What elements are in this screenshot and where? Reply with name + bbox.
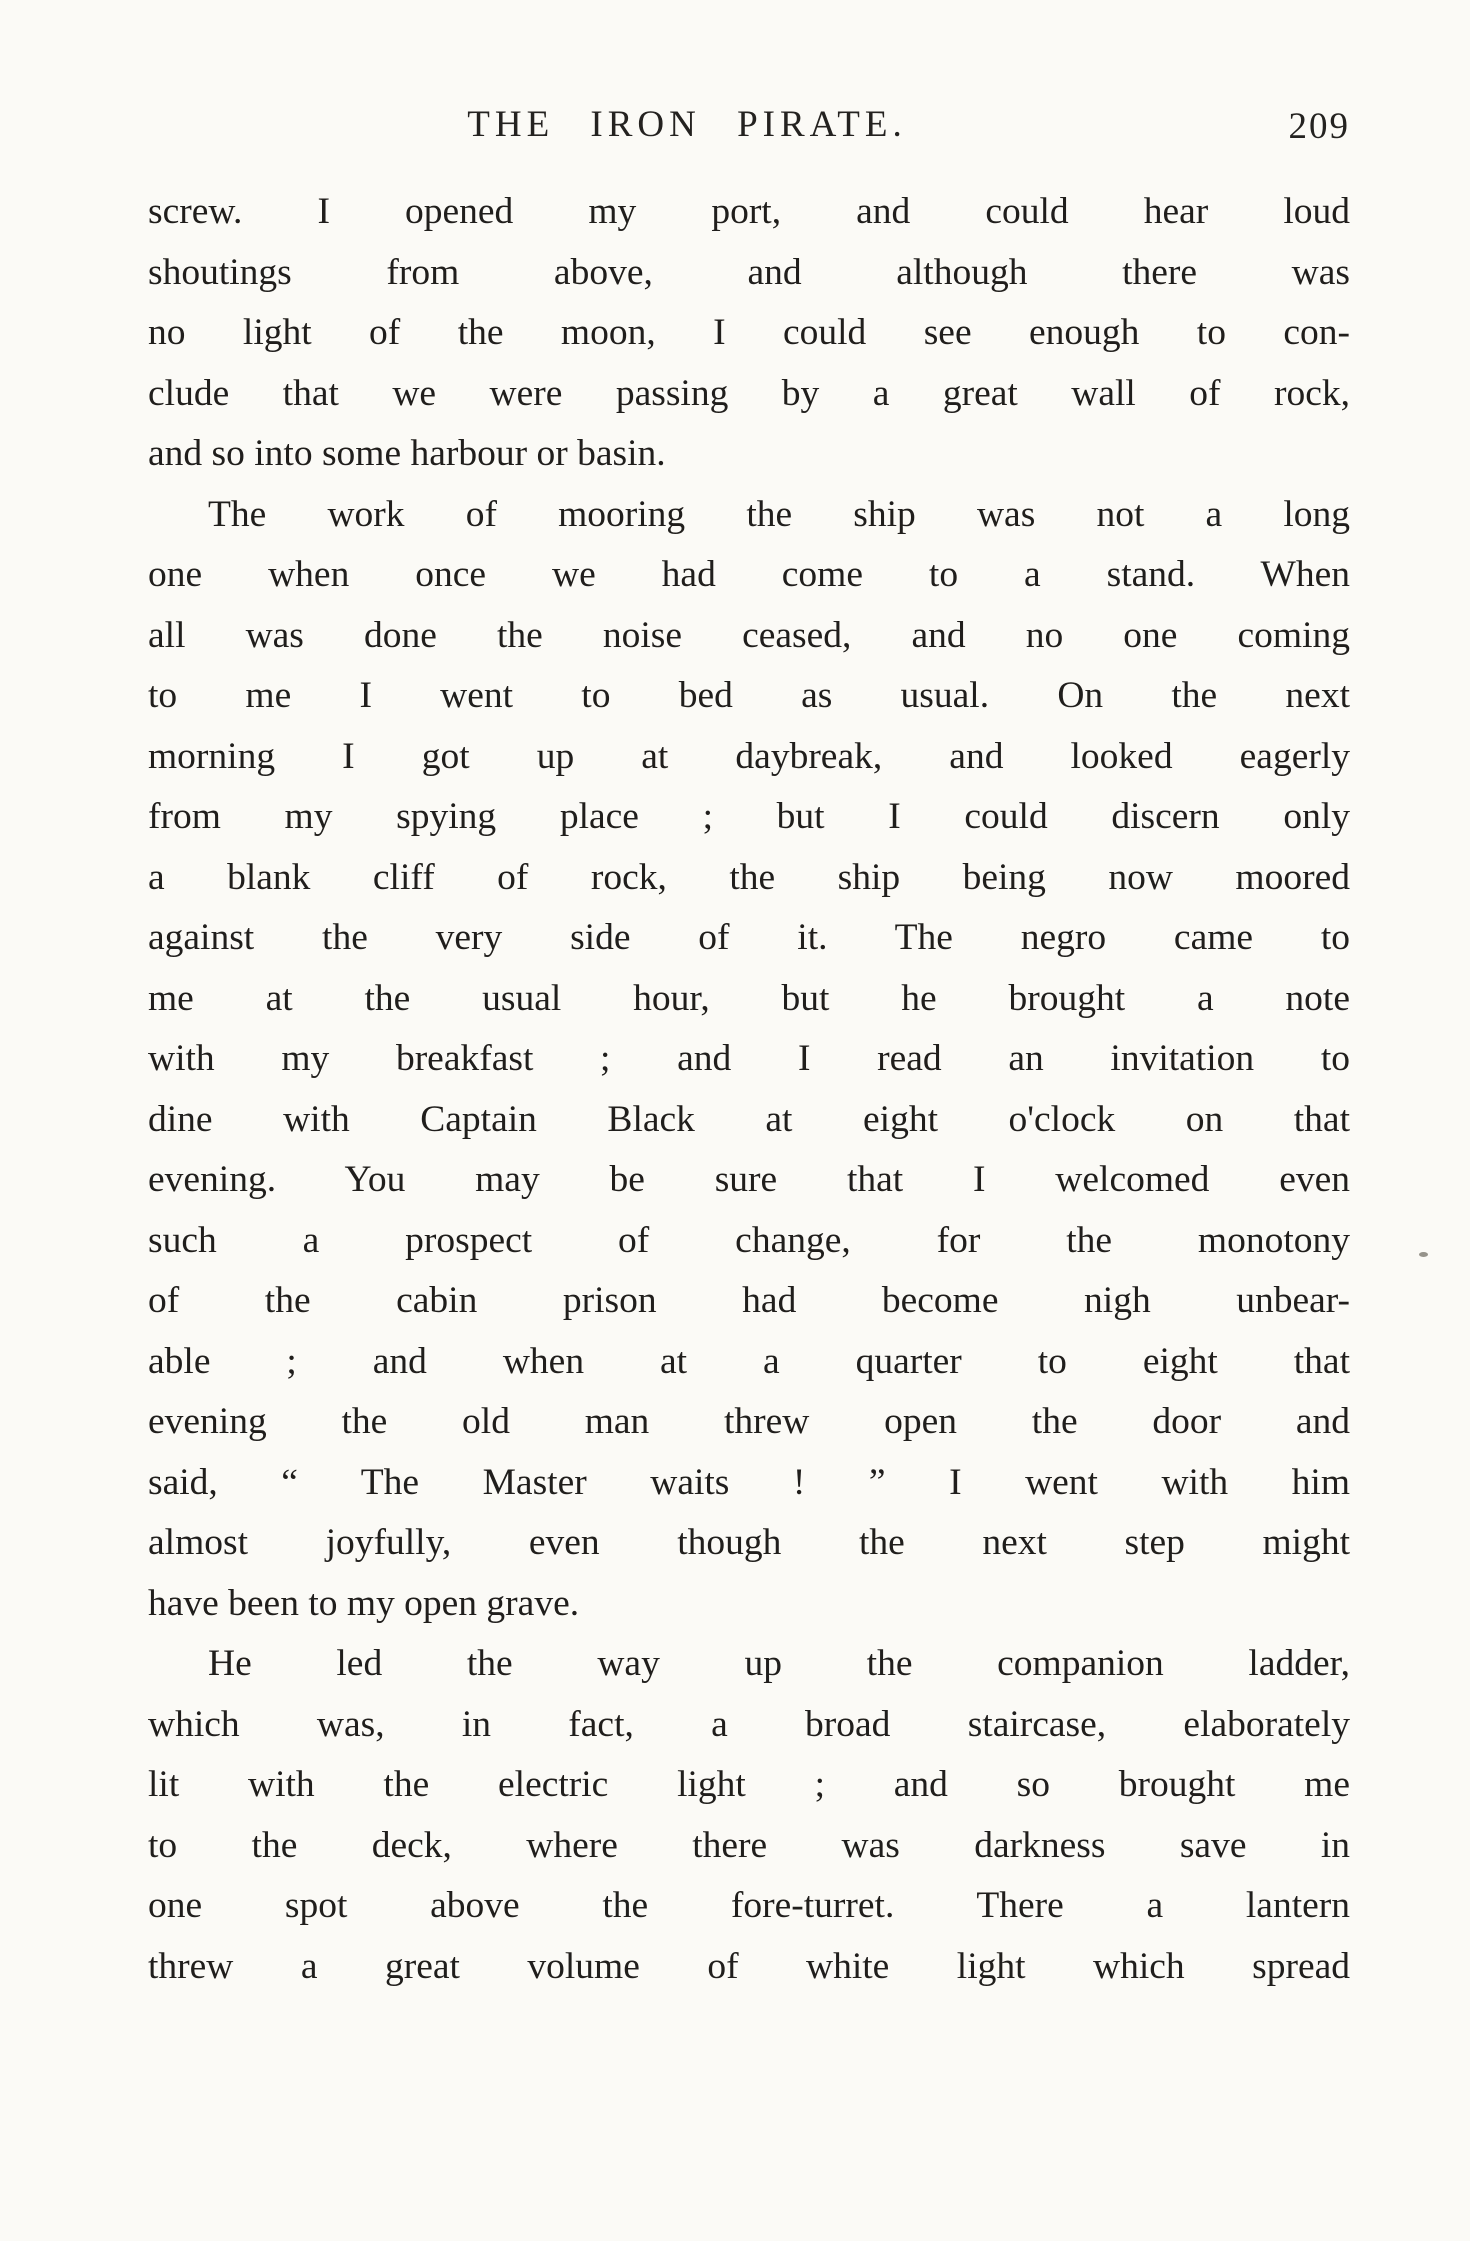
text-line: to the deck, where there was darkness save in [148,1824,1350,1866]
text-line: all was done the noise ceased, and no one coming [148,614,1350,656]
text-line: He led the way up the companion ladder, [208,1643,1350,1684]
page-title: THE IRON PIRATE. [467,104,907,145]
text-line: a blank cliff of rock, the ship being now moored [148,856,1350,898]
page-number: 209 [1288,106,1350,147]
text-line: shoutings from above, and although there was [148,251,1350,293]
text-line: me at the usual hour, but he brought a note [148,977,1350,1019]
text-line: against the very side of it. The negro came to [148,917,1350,958]
text-line: of the cabin prison had become nigh unbear- [148,1280,1350,1321]
text-line: clude that we were passing by a great wall of rock, [148,372,1350,414]
text-line: one spot above the fore-turret. There a lantern [148,1885,1350,1926]
text-line: to me I went to bed as usual. On the next [148,675,1350,716]
text-line: lit with the electric light ; and so brought me [148,1764,1350,1805]
text-line: evening. You may be sure that I welcomed even [148,1159,1350,1200]
text-line: dine with Captain Black at eight o'clock on that [148,1098,1350,1140]
scan-speck [1419,1252,1428,1257]
text-line: have been to my open grave. [148,1582,580,1624]
text-block [148,182,1350,1997]
text-line: The work of mooring the ship was not a long [208,493,1350,535]
text-line: threw a great volume of white light which spread [148,1945,1350,1987]
text-line: morning I got up at daybreak, and looked eagerly [148,735,1350,777]
text-line: such a prospect of change, for the monotony [148,1219,1350,1261]
text-line: able ; and when at a quarter to eight that [148,1340,1350,1382]
text-line: from my spying place ; but I could discern only [148,796,1350,837]
text-line: evening the old man threw open the door and [148,1401,1350,1442]
text-line: said, “ The Master waits ! ” I went with him [148,1461,1350,1503]
text-line: almost joyfully, even though the next step might [148,1522,1350,1563]
text-line: and so into some harbour or basin. [148,433,666,474]
text-line: one when once we had come to a stand. When [148,554,1350,595]
running-head [148,103,1350,151]
text-line: which was, in fact, a broad staircase, elaborately [148,1703,1350,1745]
text-line: screw. I opened my port, and could hear loud [148,191,1350,232]
text-line: with my breakfast ; and I read an invitation to [148,1038,1350,1079]
text-line: no light of the moon, I could see enough to con- [148,312,1350,353]
